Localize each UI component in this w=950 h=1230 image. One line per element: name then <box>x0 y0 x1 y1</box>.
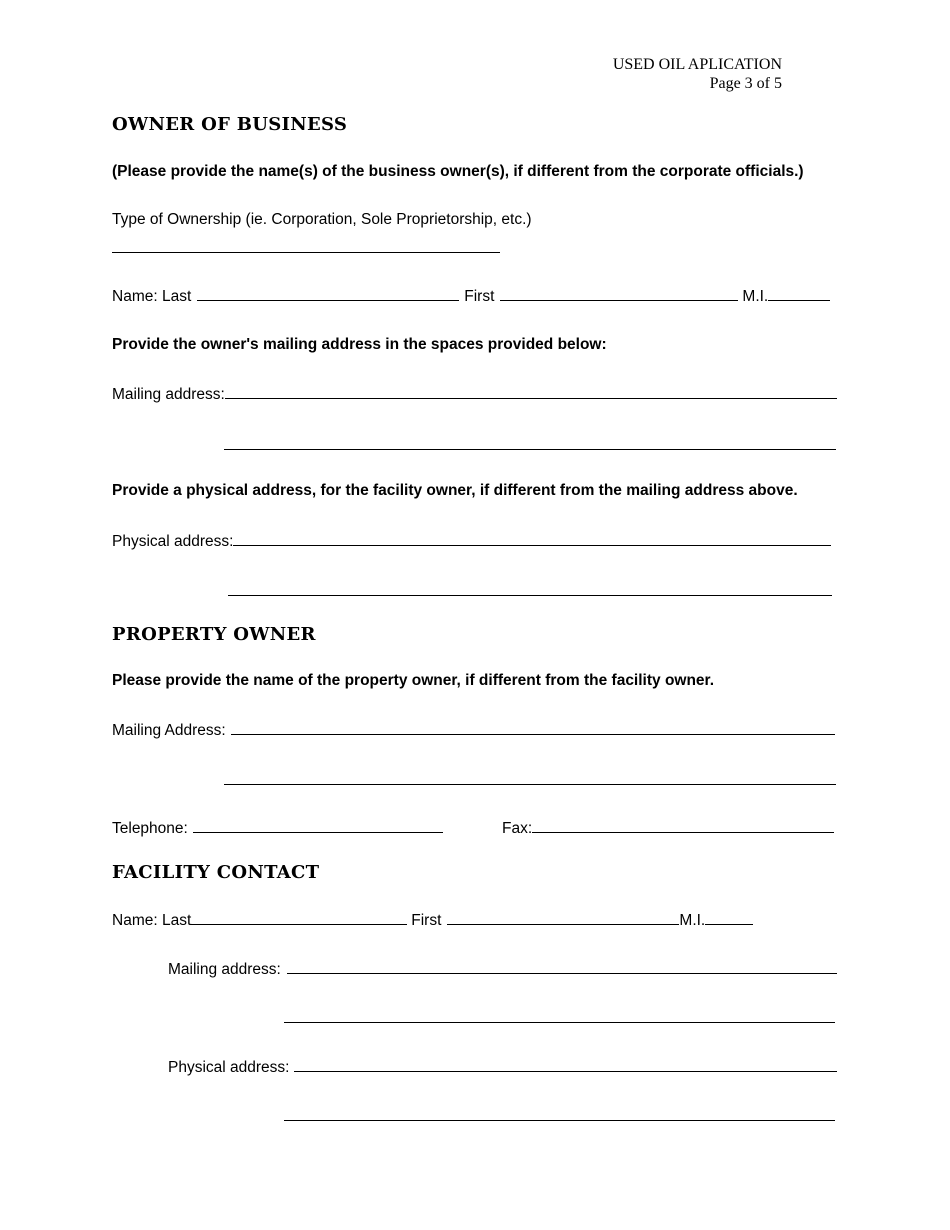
owner-mailing-field-1[interactable] <box>225 384 837 399</box>
owner-physical-field-1[interactable] <box>233 531 831 546</box>
contact-mailing-row <box>168 959 837 979</box>
owner-physical-row <box>112 531 831 551</box>
property-mailing-field-2[interactable] <box>224 784 836 785</box>
owner-last-label: Name: Last <box>112 288 192 305</box>
owner-first-field[interactable] <box>500 286 738 301</box>
contact-physical-field-1[interactable] <box>294 1057 837 1072</box>
contact-mailing-field-1[interactable] <box>287 959 837 974</box>
owner-mi-label: M.I. <box>742 288 769 305</box>
owner-name-row <box>112 286 830 306</box>
contact-first-field[interactable] <box>447 910 679 925</box>
contact-physical-row <box>168 1057 837 1077</box>
ownership-type-label: Type of Ownership (ie. Corporation, Sole Proprietorship, etc.) <box>112 211 532 228</box>
contact-mi-field[interactable] <box>705 910 753 925</box>
owner-mailing-row <box>112 384 837 404</box>
owner-mi-field[interactable] <box>768 286 830 301</box>
contact-name-row <box>112 910 753 930</box>
owner-heading: OWNER OF BUSINESS <box>112 114 348 135</box>
owner-first-label: First <box>464 288 495 305</box>
telephone-field[interactable] <box>193 818 443 833</box>
contact-heading: FACILITY CONTACT <box>112 862 320 883</box>
owner-physical-instruction: Provide a physical address, for the facility owner, if different from the mailing address above. <box>112 482 798 499</box>
fax-label: Fax: <box>502 820 533 837</box>
property-mailing-field-1[interactable] <box>231 720 835 735</box>
owner-mailing-field-2[interactable] <box>224 449 836 450</box>
contact-first-label: First <box>411 912 442 929</box>
owner-instruction: (Please provide the name(s) of the business owner(s), if different from the corporate officials.) <box>112 163 804 180</box>
telephone-label: Telephone: <box>112 820 188 837</box>
fax-field[interactable] <box>532 818 834 833</box>
contact-mailing-label: Mailing address: <box>168 961 281 978</box>
ownership-type-field[interactable] <box>112 252 500 253</box>
property-fax-row <box>502 818 834 838</box>
page-number: Page 3 of 5 <box>709 75 782 92</box>
owner-mailing-instruction: Provide the owner's mailing address in the spaces provided below: <box>112 336 607 353</box>
property-telephone-row <box>112 818 443 838</box>
owner-physical-field-2[interactable] <box>228 595 832 596</box>
property-mailing-row <box>112 720 835 740</box>
owner-physical-label: Physical address: <box>112 533 234 550</box>
contact-mailing-field-2[interactable] <box>284 1022 835 1023</box>
owner-last-field[interactable] <box>197 286 459 301</box>
owner-mailing-label: Mailing address: <box>112 386 225 403</box>
contact-last-field[interactable] <box>191 910 407 925</box>
document-title: USED OIL APLICATION <box>612 56 782 73</box>
property-heading: PROPERTY OWNER <box>112 624 316 645</box>
contact-physical-field-2[interactable] <box>284 1120 835 1121</box>
contact-mi-label: M.I. <box>679 912 706 929</box>
contact-last-label: Name: Last <box>112 912 192 929</box>
property-instruction: Please provide the name of the property owner, if different from the facility owner. <box>112 672 715 689</box>
property-mailing-label: Mailing Address: <box>112 722 226 739</box>
contact-physical-label: Physical address: <box>168 1059 290 1076</box>
